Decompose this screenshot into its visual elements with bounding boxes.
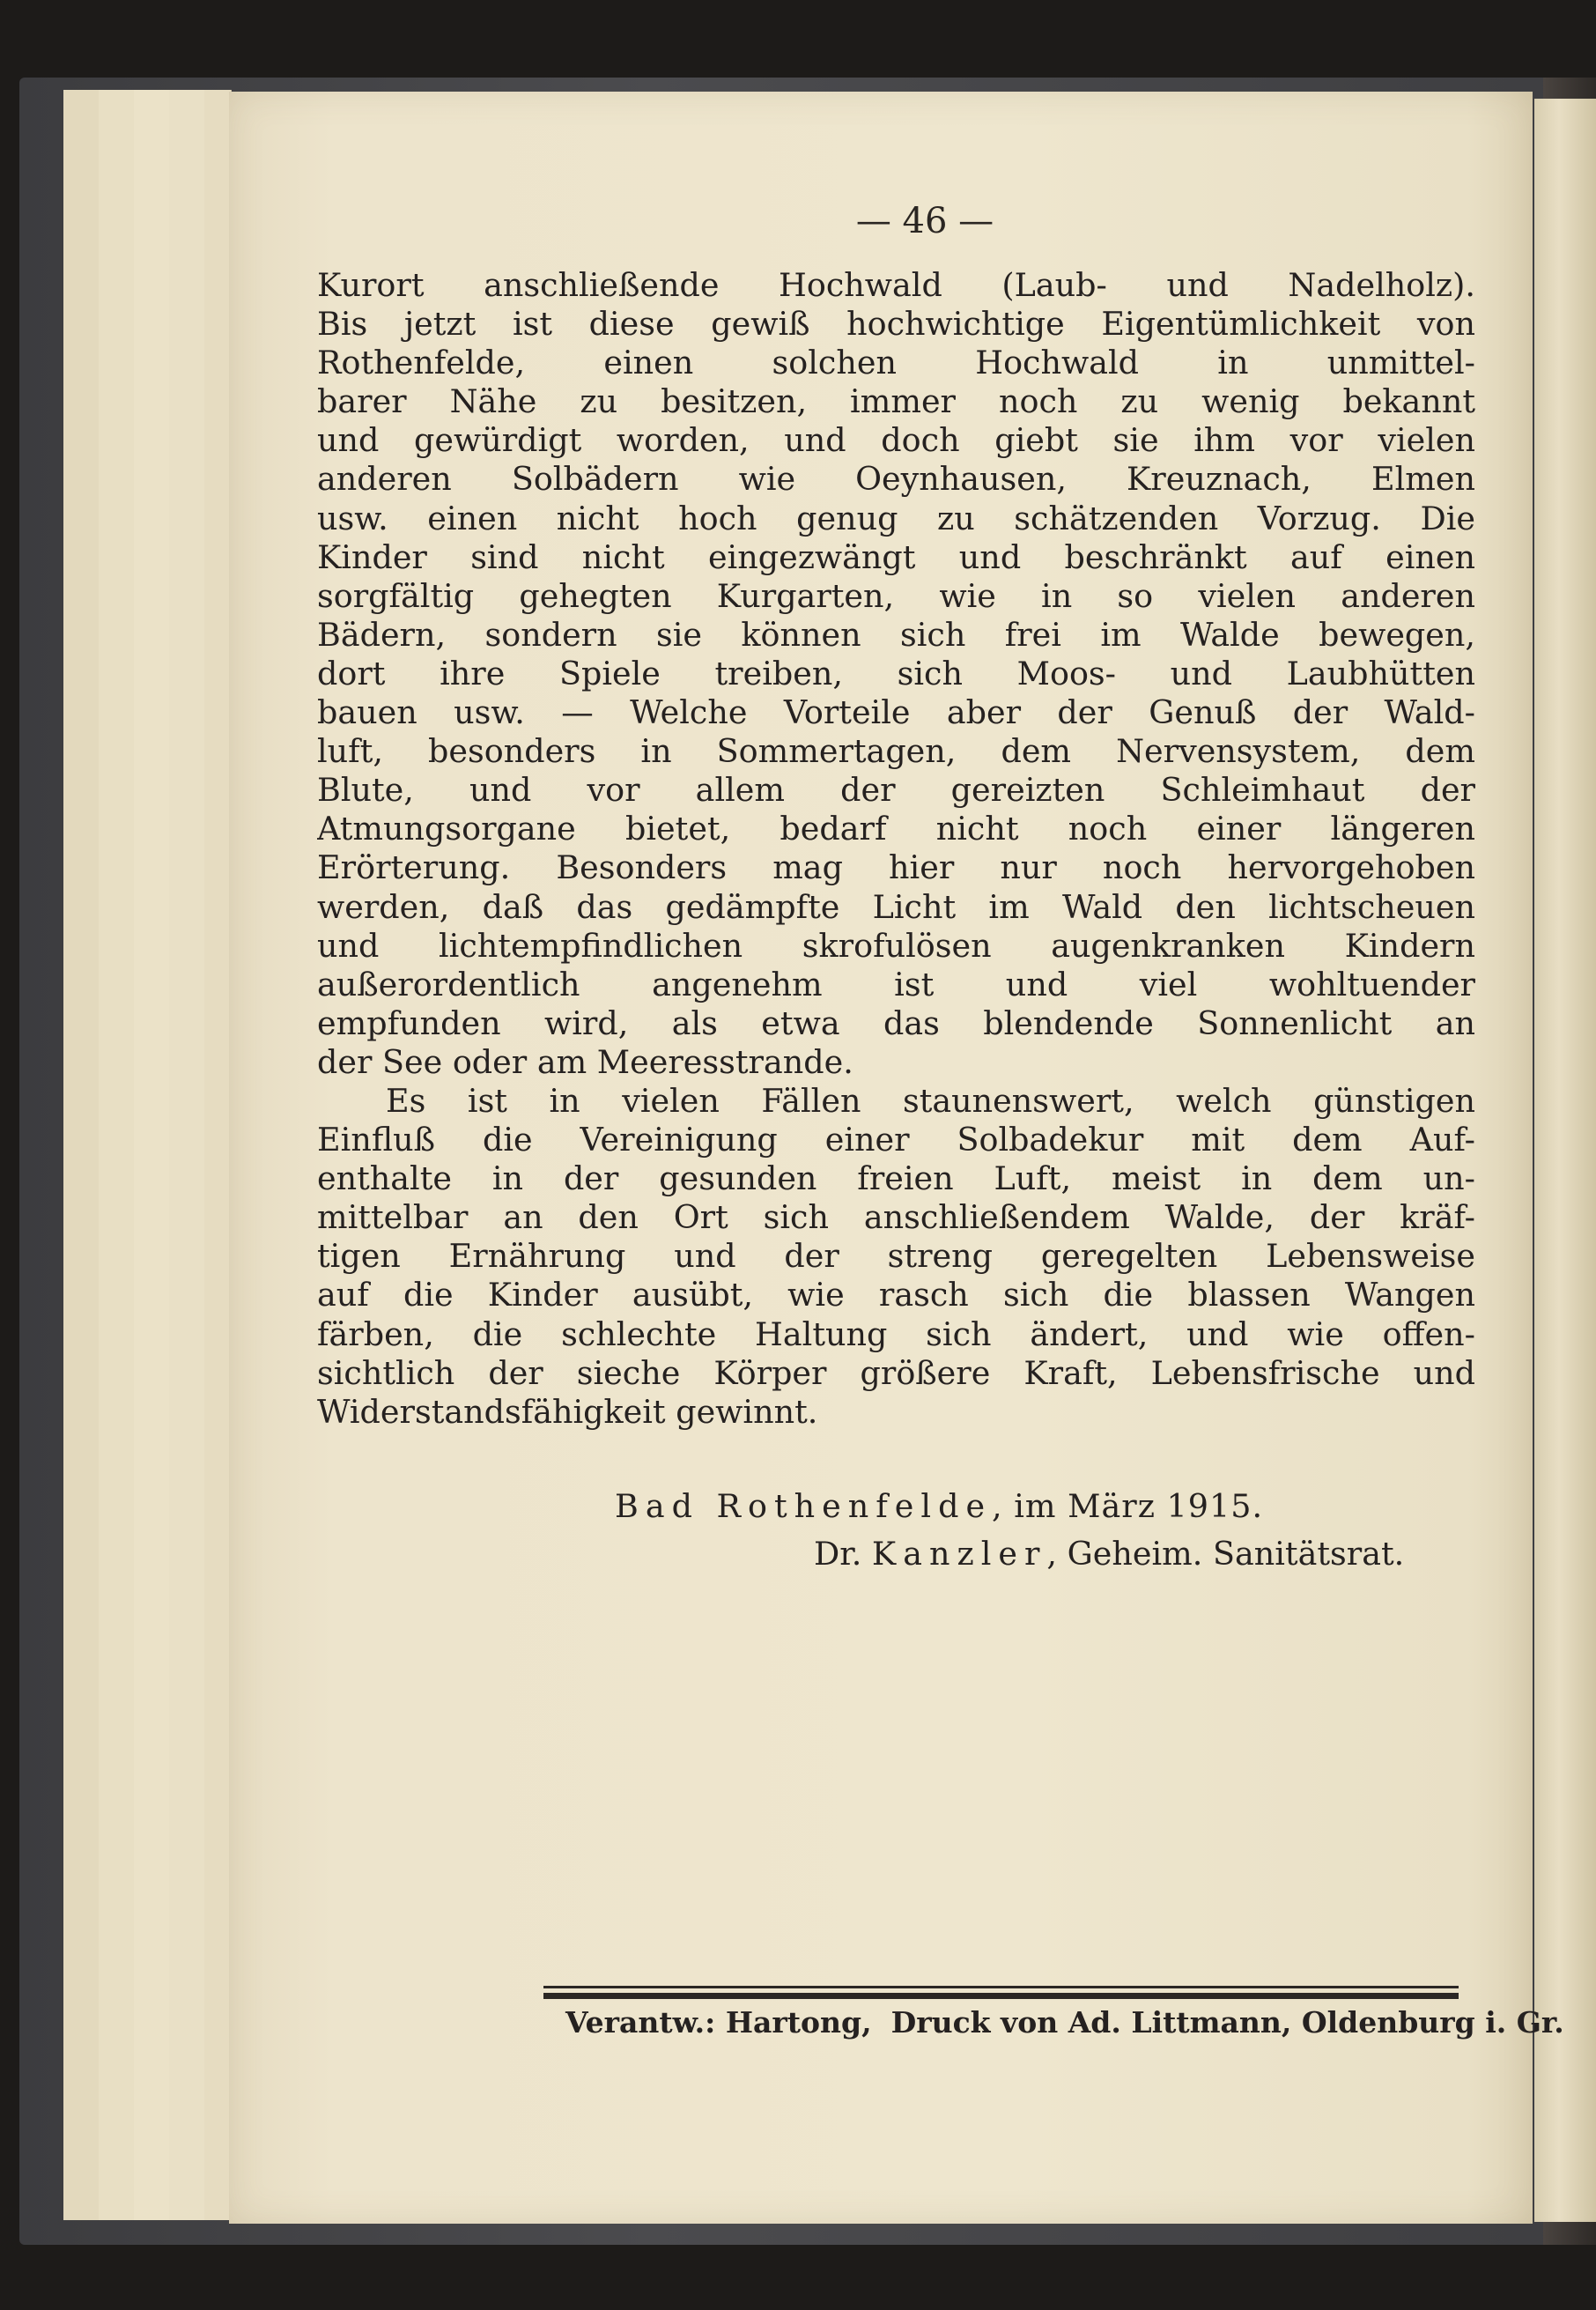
signature-name: Kanzler [871,1535,1047,1573]
imprint-footer [565,2005,1564,2040]
text-line: Blute, und vor allem der gereizten Schleimhaut der [317,771,1475,810]
page-number: — 46 — [855,201,994,241]
text-line: sichtlich der sieche Körper größere Kraft, Lebensfrische und [317,1353,1475,1392]
text-line: außerordentlich angenehm ist und viel wohltuender [317,965,1475,1003]
text-line: der See oder am Meeresstrande. [317,1042,853,1081]
text-line: Kurort anschließende Hochwald (Laub- und Nadelholz). [317,266,1475,304]
text-line: sorgfältig gehegten Kurgarten, wie in so vielen anderen [317,576,1475,615]
imprint-printer: Druck von Ad. Littmann, Oldenburg i. Gr. [890,2005,1564,2040]
page-stack-edge [99,90,135,2220]
page-stack-edge [63,90,100,2220]
signature-line [814,1535,1404,1573]
text-line: auf die Kinder ausübt, wie rasch sich die blassen Wangen [317,1276,1475,1314]
page-stack-edge [204,90,232,2220]
text-line: Einfluß die Vereinigung einer Solbadekur mit dem Auf- [317,1121,1475,1159]
text-line: anderen Solbädern wie Oeynhausen, Kreuznach, Elmen [317,460,1475,499]
text-line: bauen usw. — Welche Vorteile aber der Genuß der Wald- [317,693,1475,732]
footer-rule-thick [543,1993,1459,1999]
page-stack-edge [169,90,205,2220]
text-line: Kinder sind nicht eingezwängt und beschränkt auf einen [317,537,1475,576]
facing-page-edge [1534,99,1596,2222]
text-line: Widerstandsfähigkeit gewinnt. [317,1392,818,1431]
text-line: und lichtempfindlichen skrofulösen augenkranken Kindern [317,926,1475,965]
imprint-responsible: Verantw.: Hartong, [565,2005,872,2040]
text-line: dort ihre Spiele treiben, sich Moos- und Laubhütten [317,654,1475,692]
text-line: färben, die schlechte Haltung sich ändert, und wie offen- [317,1314,1475,1353]
footer-rule-thin [543,1986,1459,1988]
text-line: empfunden wird, als etwa das blendende Sonnenlicht an [317,1003,1475,1042]
text-line: Rothenfelde, einen solchen Hochwald in unmittel- [317,344,1475,382]
text-line: Es ist in vielen Fällen staunenswert, welch günstigen [386,1081,1475,1120]
date-text: , im März 1915. [992,1487,1264,1525]
page-body-text [317,266,1475,1432]
signature-title: Dr. [814,1535,872,1573]
text-line: enthalte in der gesunden freien Luft, meist in dem un- [317,1159,1475,1198]
place-name: Bad Rothenfelde [615,1487,993,1525]
signature-rank: , Geheim. Sanitätsrat. [1046,1535,1405,1573]
text-line: Bis jetzt ist diese gewiß hochwichtige Eigentümlichkeit von [317,305,1475,344]
text-line: usw. einen nicht hoch genug zu schätzenden Vorzug. Die [317,499,1475,537]
text-line: barer Nähe zu besitzen, immer noch zu wenig bekannt [317,382,1475,421]
text-line: tigen Ernährung und der streng geregelten Lebensweise [317,1237,1475,1276]
text-line: Atmungsorgane bietet, bedarf nicht noch einer längeren [317,810,1475,848]
text-line: luft, besonders in Sommertagen, dem Nervensystem, dem [317,732,1475,771]
text-line: und gewürdigt worden, und doch giebt sie ihm vor vielen [317,421,1475,460]
text-line: mittelbar an den Ort sich anschließendem Walde, der kräf- [317,1198,1475,1237]
text-line: werden, daß das gedämpfte Licht im Wald den lichtscheuen [317,887,1475,926]
text-line: Erörterung. Besonders mag hier nur noch hervorgehoben [317,848,1475,887]
page-stack-edge [134,90,170,2220]
text-line: Bädern, sondern sie können sich frei im Walde bewegen, [317,615,1475,654]
place-date-line [615,1487,1263,1525]
